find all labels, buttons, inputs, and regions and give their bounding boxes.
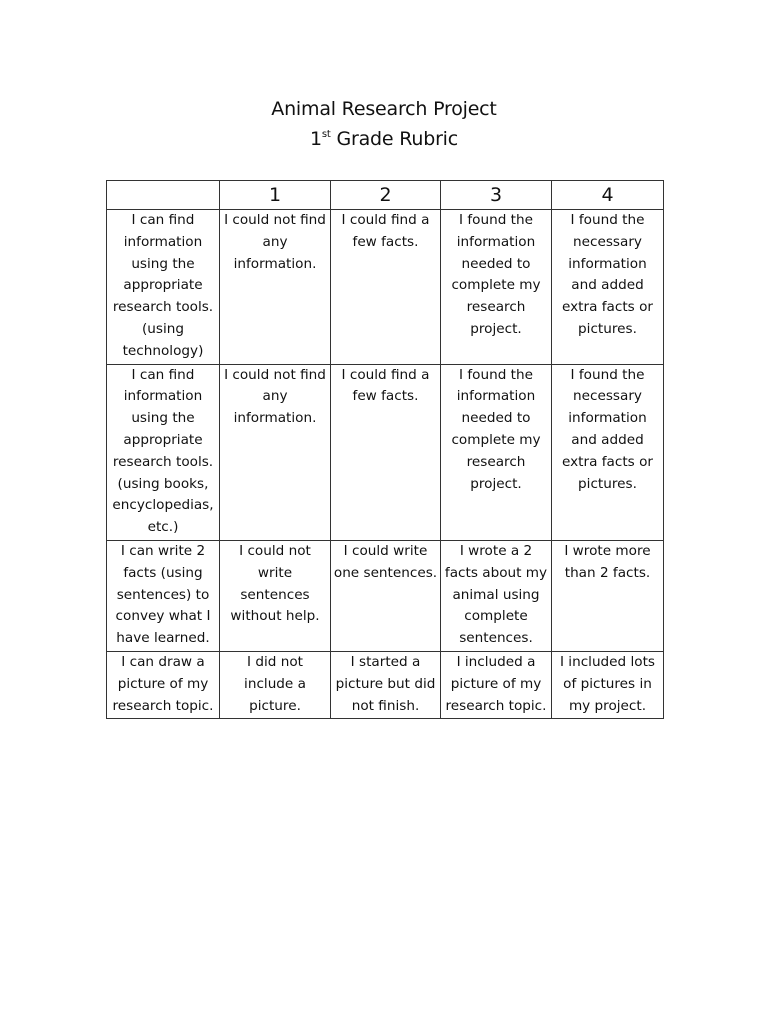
rubric-row-book-research [107,364,664,540]
rubric-criterion: I can find information using the appropriate research tools. (using books, encyclopedias, etc.) [107,364,220,540]
rubric-cell-level-3: I found the information needed to complete my research project. [441,364,552,540]
subtitle-text: Grade Rubric [330,128,459,150]
document-subtitle [0,124,768,154]
rubric-cell-level-1: I could not find any information. [220,210,331,365]
rubric-cell-level-3: I included a picture of my research topic. [441,651,552,718]
rubric-row-drawing [107,651,664,718]
rubric-cell-level-1: I did not include a picture. [220,651,331,718]
rubric-cell-level-2: I could find a few facts. [331,364,441,540]
rubric-cell-level-3: I wrote a 2 facts about my animal using complete sentences. [441,540,552,651]
subtitle-number: 1 [309,128,322,150]
rubric-row-technology-research [107,210,664,365]
rubric-header-level-1: 1 [220,181,331,210]
rubric-header-level-2: 2 [331,181,441,210]
rubric-header-level-3: 3 [441,181,552,210]
rubric-criterion: I can write 2 facts (using sentences) to convey what I have learned. [107,540,220,651]
rubric-cell-level-4: I included lots of pictures in my project. [552,651,664,718]
rubric-cell-level-4: I found the necessary information and added extra facts or pictures. [552,210,664,365]
document-title: Animal Research Project [271,98,497,120]
rubric-cell-level-4: I found the necessary information and added extra facts or pictures. [552,364,664,540]
rubric-criterion: I can draw a picture of my research topic. [107,651,220,718]
rubric-cell-level-1: I could not write sentences without help. [220,540,331,651]
rubric-row-writing-facts [107,540,664,651]
rubric-cell-level-3: I found the information needed to complete my research project. [441,210,552,365]
rubric-header-row [107,181,664,210]
subtitle-ordinal-suffix: st [321,129,331,140]
rubric-criterion: I can find information using the appropriate research tools. (using technology) [107,210,220,365]
rubric-cell-level-1: I could not find any information. [220,364,331,540]
rubric-header-level-4: 4 [552,181,664,210]
rubric-cell-level-2: I could find a few facts. [331,210,441,365]
rubric-header-blank [107,181,220,210]
rubric-cell-level-4: I wrote more than 2 facts. [552,540,664,651]
rubric-table [106,180,664,719]
document-header [0,94,768,154]
rubric-cell-level-2: I could write one sentences. [331,540,441,651]
rubric-cell-level-2: I started a picture but did not finish. [331,651,441,718]
